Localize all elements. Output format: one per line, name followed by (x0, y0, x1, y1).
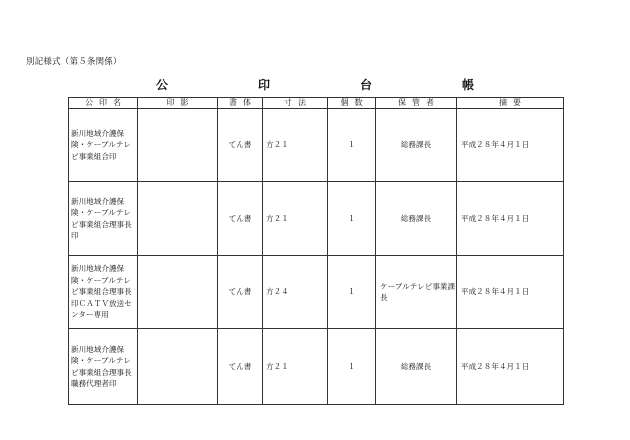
header-row (69, 98, 564, 109)
seal-count: １ (347, 287, 356, 297)
size-cell (263, 256, 328, 329)
seal-size: 方２１ (266, 213, 289, 223)
seal-keeper: 総務課長 (400, 140, 432, 150)
seal-name: 新川地域介護保険・ケーブルテレビ事業組合印 (71, 128, 131, 161)
header-size: 寸法 (263, 98, 328, 109)
seal-keeper: 総務課長 (400, 361, 432, 371)
seal-count: １ (347, 140, 356, 150)
seal-name: 新川地域介護保険・ケーブルテレビ事業組合理事長職務代理者印 (71, 344, 132, 388)
document-title: 公 印 台 帳 (155, 78, 496, 92)
seal-name: 新川地域介護保険・ケーブルテレビ事業組合理事長印 (71, 196, 132, 240)
note-cell (457, 329, 564, 405)
keeper-cell (376, 182, 457, 256)
seal-name-cell (69, 182, 138, 256)
size-cell (263, 329, 328, 405)
header-note: 摘要 (457, 98, 564, 109)
count-cell (328, 182, 376, 256)
seal-keeper: 総務課長 (400, 213, 432, 223)
header-seal-name: 公印名 (69, 98, 138, 109)
typeface: てん書 (228, 287, 252, 297)
seal-ledger-table (68, 97, 564, 405)
typeface-cell (218, 182, 263, 256)
seal-note: 平成２８年４月１日 (461, 213, 530, 223)
header-count: 個数 (328, 98, 376, 109)
seal-name-cell (69, 256, 138, 329)
seal-impression-cell (138, 256, 218, 329)
table-row (69, 182, 564, 256)
typeface: てん書 (228, 140, 252, 150)
keeper-cell (376, 329, 457, 405)
seal-note: 平成２８年４月１日 (461, 361, 530, 371)
seal-name: 新川地域介護保険・ケーブルテレビ事業組合理事長印ＣＡＴＶ放送センター専用 (71, 264, 132, 320)
size-cell (263, 109, 328, 182)
form-label: 別記様式（第５条関係） (26, 57, 122, 67)
table-row (69, 109, 564, 182)
typeface: てん書 (228, 361, 252, 371)
typeface-cell (218, 256, 263, 329)
typeface-cell (218, 329, 263, 405)
note-cell (457, 109, 564, 182)
seal-size: 方２１ (266, 140, 289, 150)
header-keeper: 保管者 (376, 98, 457, 109)
seal-count: １ (347, 361, 356, 371)
note-cell (457, 256, 564, 329)
keeper-cell (376, 256, 457, 329)
header-typeface: 書体 (218, 98, 263, 109)
seal-impression-cell (138, 109, 218, 182)
size-cell (263, 182, 328, 256)
seal-impression-cell (138, 182, 218, 256)
count-cell (328, 109, 376, 182)
count-cell (328, 329, 376, 405)
seal-size: 方２１ (266, 361, 289, 371)
count-cell (328, 256, 376, 329)
typeface-cell (218, 109, 263, 182)
seal-name-cell (69, 109, 138, 182)
table-row (69, 329, 564, 405)
table-row (69, 256, 564, 329)
seal-size: 方２４ (266, 287, 289, 297)
seal-keeper: ケーブルテレビ事業課長 (380, 281, 456, 302)
seal-impression-cell (138, 329, 218, 405)
keeper-cell (376, 109, 457, 182)
seal-count: １ (347, 213, 356, 223)
seal-note: 平成２８年４月１日 (461, 140, 530, 150)
typeface: てん書 (228, 213, 252, 223)
seal-note: 平成２８年４月１日 (461, 287, 530, 297)
header-impression: 印影 (138, 98, 218, 109)
seal-name-cell (69, 329, 138, 405)
note-cell (457, 182, 564, 256)
